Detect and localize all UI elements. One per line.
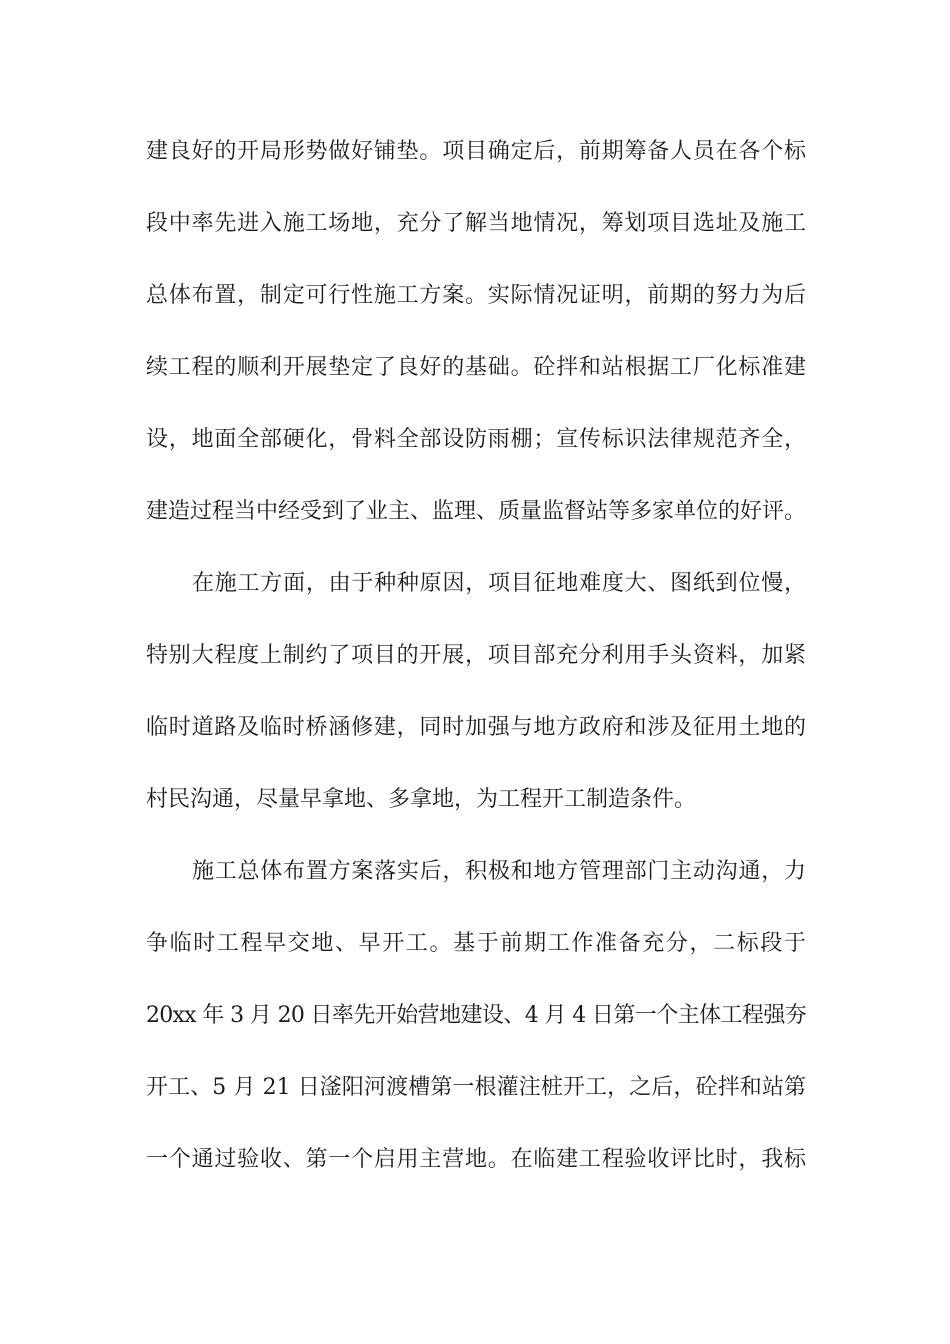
paragraph-line: 开工、5 月 21 日滏阳河渡槽第一根灌注桩开工，之后，砼拌和站第	[146, 1075, 806, 1100]
paragraph-line: 段中率先进入施工场地，充分了解当地情况，筹划项目选址及施工	[146, 211, 806, 236]
paragraph-line: 在施工方面，由于种种原因，项目征地难度大、图纸到位慢，	[192, 571, 806, 596]
paragraph-line: 特别大程度上制约了项目的开展，项目部充分利用手头资料，加紧	[146, 643, 806, 668]
paragraph-line: 续工程的顺利开展垫定了良好的基础。砼拌和站根据工厂化标准建	[146, 355, 806, 380]
paragraph-line: 20xx 年 3 月 20 日率先开始营地建设、4 月 4 日第一个主体工程强夯	[146, 1003, 806, 1028]
paragraph-line: 施工总体布置方案落实后，积极和地方管理部门主动沟通，力	[192, 859, 806, 884]
paragraph-line: 建良好的开局形势做好铺垫。项目确定后，前期筹备人员在各个标	[146, 139, 806, 164]
paragraph-line: 临时道路及临时桥涵修建，同时加强与地方政府和涉及征用土地的	[146, 715, 806, 740]
paragraph-line: 设，地面全部硬化，骨料全部设防雨棚；宣传标识法律规范齐全，	[146, 427, 806, 452]
paragraph-line: 村民沟通，尽量早拿地、多拿地，为工程开工制造条件。	[146, 787, 697, 812]
paragraph-line: 一个通过验收、第一个启用主营地。在临建工程验收评比时，我标	[146, 1147, 806, 1172]
paragraph-line: 争临时工程早交地、早开工。基于前期工作准备充分，二标段于	[146, 931, 806, 956]
paragraph-line: 建造过程当中经受到了业主、监理、质量监督站等多家单位的好评。	[146, 499, 807, 524]
paragraph-line: 总体布置，制定可行性施工方案。实际情况证明，前期的努力为后	[146, 283, 806, 308]
